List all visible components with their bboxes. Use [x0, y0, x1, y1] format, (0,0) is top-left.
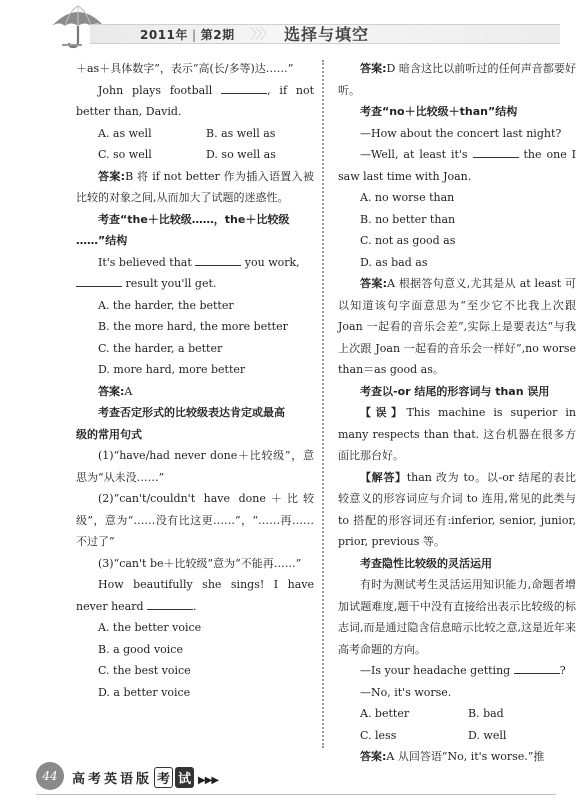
q2-option-b: B. the more hard, the more better: [98, 320, 288, 333]
pattern-3: (3)“can't be＋比较级”意为“不能再……”: [98, 556, 302, 570]
footer-title: 高考英语版 考 试 ▶▶▶: [72, 767, 218, 788]
dialogue-line-3: —Is your headache getting ?: [360, 664, 566, 677]
answer-1: 答案:B 将 if not better 作为插入语置入被比较的对象之间,从而加大了试题的迷惑性。: [76, 169, 314, 204]
q2-option-d: D. more hard, more better: [98, 363, 246, 376]
left-column: [76, 58, 314, 703]
footer-box-kao: 考: [154, 767, 173, 788]
footer-arrows-icon: ▶▶▶: [198, 775, 219, 786]
q5-options-row-2: C. less D. well: [360, 728, 507, 742]
q1-options-row-2: C. so well D. so well as: [98, 148, 276, 161]
q4-option-d: D. as bad as: [360, 255, 428, 269]
q4-option-a: A. no worse than: [360, 191, 455, 204]
issue-label: 2011年 | 第2期: [140, 28, 235, 42]
error-example: 【误】This machine is superior in many respects than that. 这台机器在很多方面比那台好。: [338, 406, 577, 462]
pattern-2: (2)“can't/couldn't have done＋比较级”，意为“……没有比这更……”，“……再……不过了”: [76, 492, 314, 548]
dialogue-line-4: —No, it's worse.: [360, 685, 452, 699]
issue-period: 第2期: [200, 28, 235, 42]
page-number: 44: [36, 762, 64, 790]
question-3: How beautifully she sings! I have never heard .: [76, 578, 314, 613]
answer-blank: [76, 275, 122, 287]
q2-option-a: A. the harder, the better: [98, 298, 234, 312]
hidden-comparative-text: 有时为测试考生灵活运用知识能力,命题者增加试题难度,题干中没有直接给出表示比较级的标志词,而是通过隐含信息暗示比较之意,这是近年来高考命题的方向。: [338, 578, 576, 656]
question-1: John plays football , if not better than, David.: [76, 83, 314, 118]
heading-negative-comparative-cont: 级的常用句式: [76, 427, 142, 441]
section-title: 选择与填空: [284, 25, 370, 44]
footer-rule: [36, 794, 556, 795]
heading-comparative-structure: 考查“the＋比较级……，the＋比较级: [98, 212, 290, 226]
heading-hidden-comparative: 考查隐性比较级的灵活运用: [360, 556, 492, 570]
answer-blank: [514, 662, 560, 674]
dialogue-line-1: —How about the concert last night?: [360, 126, 562, 140]
answer-blank: [147, 598, 193, 610]
answer-4: 答案:A 根据答句意义,尤其是从 at least 可以知道该句字面意思为“至少它不比我上次跟 Joan 一起看的音乐会差”,实际上是要表达“与我上次跟 Joan 一起看的音乐会一样好”,no worse than＝as good as。: [338, 277, 576, 376]
heading-or-adjectives: 考查以-or 结尾的形容词与 than 误用: [360, 384, 550, 398]
heading-no-comparative-than: 考查“no＋比较级＋than”结构: [360, 105, 518, 118]
pattern-1: (1)“have/had never done＋比较级”，意思为“从未没……”: [76, 449, 314, 484]
q3-option-a: A. the better voice: [98, 621, 202, 634]
q3-option-c: C. the best voice: [98, 664, 191, 677]
q3-option-d: D. a better voice: [98, 685, 191, 699]
heading-comparative-structure-cont: ……”结构: [76, 234, 128, 247]
column-divider: [322, 60, 324, 748]
q4-option-b: B. no better than: [360, 212, 456, 226]
header-arrows-icon: 〉〉〉: [250, 27, 272, 43]
right-column: [338, 58, 576, 768]
dialogue-line-2: —Well, at least it's the one I saw last time with Joan.: [338, 148, 577, 183]
heading-negative-comparative: 考查否定形式的比较级表达肯定或最高: [98, 406, 285, 419]
answer-5: 答案:A 从回答语“No, it's worse.”推: [360, 750, 545, 763]
footer-box-shi: 试: [175, 767, 194, 788]
issue-year: 2011年: [140, 28, 188, 42]
answer-3: 答案:D 暗含这比以前听过的任何声音都要好听。: [338, 62, 576, 97]
q1-options-row-1: A. as well B. as well as: [98, 126, 276, 140]
answer-blank: [221, 82, 267, 94]
left-intro: ＋as＋具体数字”，表示“高(长/多等)达……”: [76, 62, 294, 75]
page-footer: [0, 760, 581, 800]
q4-option-c: C. not as good as: [360, 234, 456, 247]
q5-options-row-1: A. better B. bad: [360, 707, 504, 720]
solution: 【解答】than 改为 to。以-or 结尾的表比较意义的形容词应与介词 to 连用,常见的此类与 to 搭配的形容词还有:inferior, senior, junior, prior, previous 等。: [338, 470, 577, 548]
answer-2: 答案:A: [98, 384, 133, 398]
q3-option-b: B. a good voice: [98, 642, 183, 656]
answer-blank: [195, 254, 241, 266]
answer-blank: [473, 146, 519, 158]
page-header: [0, 0, 581, 55]
question-2: It's believed that you work, result you'll get.: [76, 252, 314, 295]
q2-option-c: C. the harder, a better: [98, 341, 223, 355]
header-rule: [62, 44, 82, 46]
